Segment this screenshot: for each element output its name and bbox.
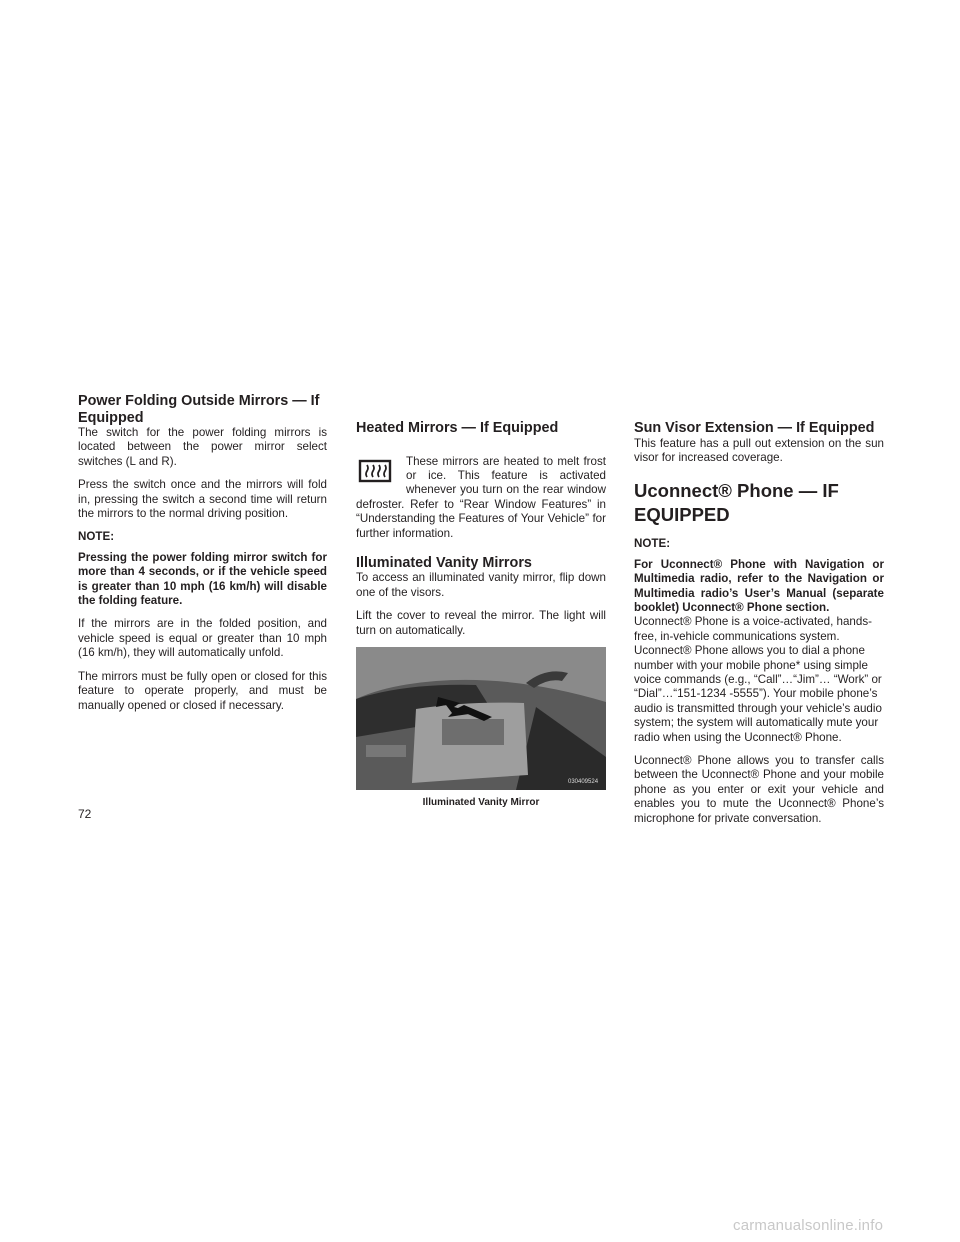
- uconnect-note-text: For Uconnect® Phone with Navigation or Multimedia radio, refer to the Navigation or Multimedia radio’s User’s Manual (separate booklet) Uconnect® Phone section.: [634, 557, 884, 614]
- power-folding-p2: Press the switch once and the mirrors will fold in, pressing the switch a second time will return the mirrors to the normal driving position.: [78, 478, 327, 521]
- heated-mirrors-heading: Heated Mirrors — If Equipped: [356, 420, 559, 436]
- vanity-p1: To access an illuminated vanity mirror, flip down one of the visors.: [356, 571, 606, 599]
- uconnect-p2: Uconnect® Phone is a voice-activated, hands-free, in-vehicle communications system. Uconnect® Phone allows you to dial a phone number with your mobile phone* using simple voice commands (e.g., “Call”…“Jim”… “Work” or “Dial”…“151-1234 -5555”). Your mobile phone’s audio is transmitted through your vehicle’s audio system; the system will automatically mute your radio when using the Uconnect® Phone.: [634, 615, 882, 744]
- power-folding-p3: If the mirrors are in the folded position, and vehicle speed is equal or greater than 10 mph (16 km/h), they will automatically unfold.: [78, 617, 327, 660]
- power-folding-heading: Power Folding Outside Mirrors — If Equipped: [78, 393, 320, 426]
- rear-defroster-icon: [358, 459, 392, 483]
- heated-mirrors-text: These mirrors are heated to melt frost or ice. This feature is activated whenever you turn on the rear window defroster. Refer to “Rear Window Features” in “Understanding the Features of Your Vehicle” for further information.: [356, 454, 606, 540]
- uconnect-note-label: NOTE:: [634, 537, 671, 551]
- watermark: carmanualsonline.info: [733, 1217, 884, 1234]
- column-left: [78, 393, 327, 722]
- sun-visor-p1: This feature has a pull out extension on the sun visor for increased coverage.: [634, 436, 884, 464]
- sun-visor-heading: Sun Visor Extension — If Equipped: [634, 420, 875, 436]
- figure-caption: Illuminated Vanity Mirror: [422, 797, 540, 809]
- vanity-mirror-photo: [356, 647, 606, 790]
- uconnect-heading: Uconnect® Phone — IF EQUIPPED: [634, 480, 839, 526]
- power-folding-p1: The switch for the power folding mirrors is located between the power mirror select switches (L and R).: [78, 426, 327, 468]
- uconnect-p3: Uconnect® Phone allows you to transfer calls between the Uconnect® Phone and your mobile phone as you enter or exit your vehicle and enables you to mute the Uconnect® Phone’s microphone for private conversation.: [634, 754, 884, 825]
- vanity-p2: Lift the cover to reveal the mirror. The light will turn on automatically.: [356, 609, 606, 637]
- power-folding-p4: The mirrors must be fully open or closed for this feature to operate properly, and must be manually opened or closed if necessary.: [78, 669, 327, 712]
- figure-code: 030409524: [568, 779, 599, 786]
- note-label: NOTE:: [78, 530, 115, 544]
- column-middle: [356, 393, 606, 810]
- vanity-mirrors-heading: Illuminated Vanity Mirrors: [356, 554, 532, 571]
- page-number: 72: [78, 807, 92, 821]
- heated-mirrors-block: [356, 455, 606, 541]
- note-text: Pressing the power folding mirror switch for more than 4 seconds, or if the vehicle speed is greater than 10 mph (16 km/h) will disable the folding feature.: [78, 550, 327, 608]
- column-right: [634, 393, 884, 835]
